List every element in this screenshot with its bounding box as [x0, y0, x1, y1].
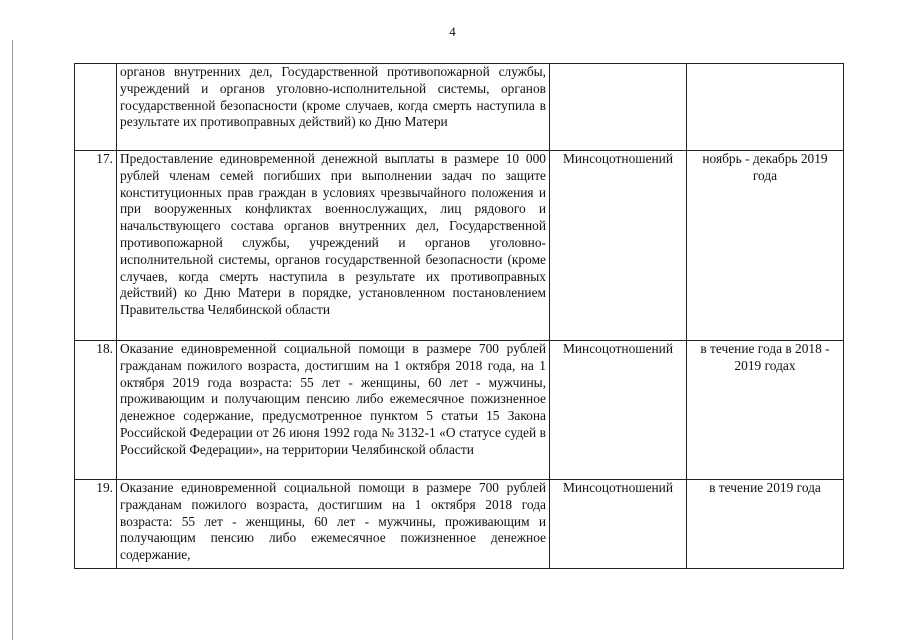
row-description: органов внутренних дел, Государственной противопожарной службы, учреждений и органов уголовно-исполнительной системы, органов государственной безопасности (кроме случаев, когда смерть наступила в результате их противоправных действий) ко Дню Матери: [117, 64, 550, 151]
table-row: [75, 341, 844, 480]
table-row: [75, 64, 844, 151]
row-department: Минсоцотношений: [550, 341, 687, 480]
scan-edge-line: [12, 40, 13, 640]
row-department: Минсоцотношений: [550, 151, 687, 341]
measures-table: [74, 63, 844, 569]
row-period: ноябрь - декабрь 2019 года: [687, 151, 844, 341]
row-period: [687, 64, 844, 151]
row-number: 19.: [75, 480, 117, 569]
row-description: Оказание единовременной социальной помощи в размере 700 рублей гражданам пожилого возраста, достигшим на 1 октября 2018 года возраста: 55 лет - женщины, 60 лет - мужчины, проживающим и получающим пенсию либо ежемесячное пожизненное денежное содержание,: [117, 480, 550, 569]
row-number: 18.: [75, 341, 117, 480]
row-period: в течение года в 2018 - 2019 годах: [687, 341, 844, 480]
row-number: 17.: [75, 151, 117, 341]
row-period: в течение 2019 года: [687, 480, 844, 569]
row-description: Предоставление единовременной денежной выплаты в размере 10 000 рублей членам семей погибших при выполнении задач по защите конституционных прав граждан в условиях чрезвычайного положения и при вооруженных конфликтах военнослужащих, лиц рядового и начальствующего состава органов внутренних дел, Государственной противопожарной службы, учреждений и органов уголовно-исполнительной системы, органов государственной безопасности (кроме случаев, когда смерть наступила в результате их противоправных действий) ко Дню Матери в порядке, установленном постановлением Правительства Челябинской области: [117, 151, 550, 341]
row-department: Минсоцотношений: [550, 480, 687, 569]
row-department: [550, 64, 687, 151]
table-row: [75, 151, 844, 341]
table-row: [75, 480, 844, 569]
row-number: [75, 64, 117, 151]
row-description: Оказание единовременной социальной помощи в размере 700 рублей гражданам пожилого возраста, достигшим на 1 октября 2018 года, на 1 октября 2019 года возраста: 55 лет - женщины, 60 лет - мужчины, проживающим и получающим пенсию либо ежемесячное пожизненное денежное содержание, предусмотренное пунктом 5 статьи 15 Закона Российской Федерации от 26 июня 1992 года № 3132-1 «О статусе судей в Российской Федерации», на территории Челябинской области: [117, 341, 550, 480]
page-number: 4: [449, 24, 456, 39]
